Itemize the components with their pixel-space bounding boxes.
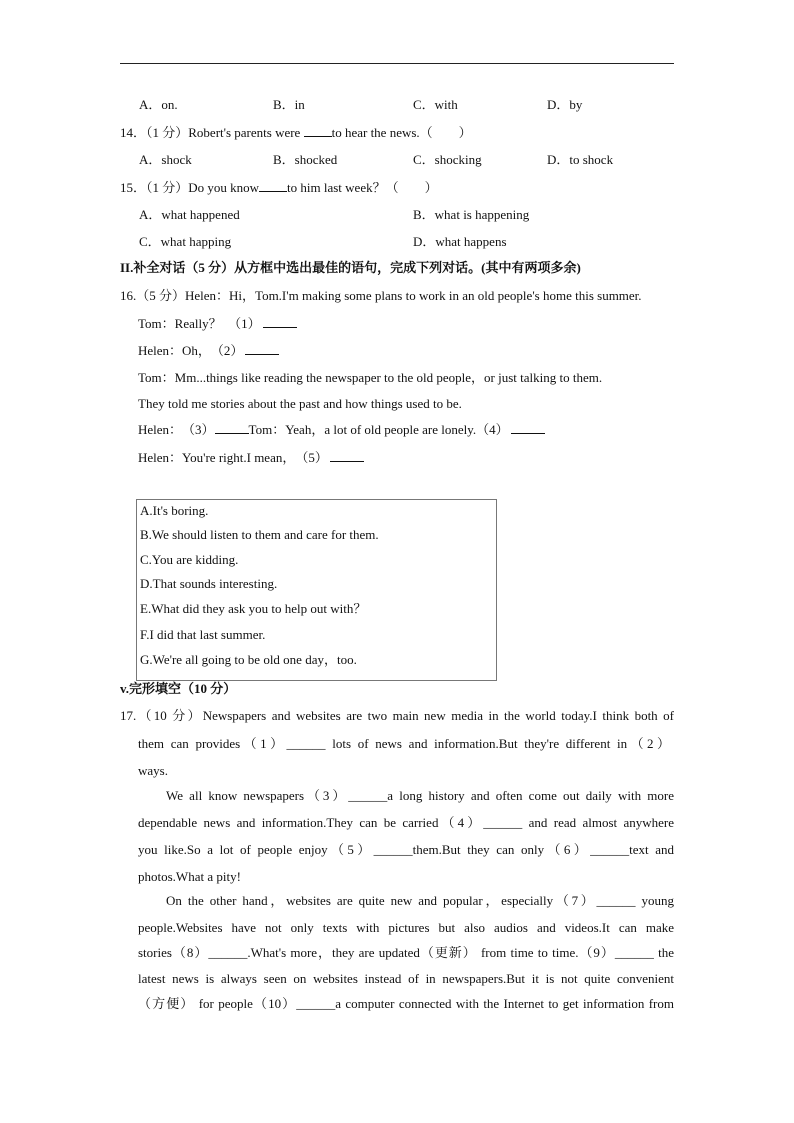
q14-stem-part2: to hear the news.（ ）	[331, 125, 472, 140]
q15-stem	[120, 179, 438, 196]
q17-line-5: dependable news and information.They can be carried（4）______ and read almost anywhere	[138, 815, 674, 830]
q15-blank	[259, 179, 287, 192]
q17-line-6: you like.So a lot of people enjoy（5）______them.But they can only（6）______text and	[138, 842, 674, 857]
box-option-a: A.It's boring.	[140, 503, 209, 518]
q16-line-7	[138, 449, 364, 466]
q17-line-9: people.Websites have not only texts with pictures but also audios and videos.It can make	[138, 920, 674, 935]
q17-line-10: stories（8）______.What's more，they are updated（更新） from time to time.（9）______ the	[138, 945, 674, 960]
q15-option-a: A．what happened	[139, 207, 240, 222]
q16-line-3-text: Helen：Oh， （2）	[138, 343, 244, 358]
q17-line-3: ways.	[138, 763, 168, 778]
q17-line-1: 17.（10 分）Newspapers and websites are two main new media in the world today.I think both of	[120, 708, 674, 723]
q14-option-d: D．to shock	[547, 152, 614, 167]
q14-option-a: A．shock	[139, 152, 192, 167]
q17-line-7: photos.What a pity!	[138, 869, 241, 884]
q16-line-6	[138, 421, 545, 438]
section-5-title: v.完形填空（10 分）	[120, 681, 237, 696]
q14-stem	[120, 124, 472, 141]
q16-blank-1	[263, 315, 297, 328]
q16-line-5: They told me stories about the past and how things used to be.	[138, 396, 462, 411]
box-option-b: B.We should listen to them and care for them.	[140, 527, 379, 542]
q16-blank-4	[511, 421, 545, 434]
q15-stem-part2: to him last week？（ ）	[287, 180, 438, 195]
q16-blank-5	[330, 449, 364, 462]
section-2-title: II.补全对话（5 分）从方框中选出最佳的语句，完成下列对话。(其中有两项多余)	[120, 260, 581, 275]
q16-line-6a: Helen： （3）	[138, 422, 215, 437]
q13-option-a: A．on.	[139, 97, 178, 112]
q17-line-2: them can provides（1）______ lots of news and information.But they're different in（2）	[138, 736, 670, 751]
box-option-f: F.I did that last summer.	[140, 627, 266, 642]
q14-option-c: C．shocking	[413, 152, 482, 167]
q16-blank-2	[245, 342, 279, 355]
q14-stem-part1: 14．（1 分）Robert's parents were	[120, 125, 304, 140]
q16-blank-3	[215, 421, 249, 434]
q16-line-2	[138, 315, 297, 332]
q17-line-12: （方便） for people（10）______a computer connected with the Internet to get information from	[138, 996, 674, 1011]
q16-line-1: 16.（5 分）Helen：Hi，Tom.I'm making some plans to work in an old people's home this summer.	[120, 288, 642, 303]
box-option-g: G.We're all going to be old one day，too.	[140, 652, 357, 667]
q14-blank	[304, 124, 332, 137]
q15-option-b: B．what is happening	[413, 207, 530, 222]
q16-line-2-text: Tom：Really？ （1）	[138, 316, 261, 331]
q13-option-c: C．with	[413, 97, 458, 112]
q17-line-11: latest news is always seen on websites instead of in newspapers.But it is not quite convenient	[138, 971, 674, 986]
q13-option-d: D．by	[547, 97, 583, 112]
q15-option-d: D．what happens	[413, 234, 507, 249]
q15-option-c: C．what happing	[139, 234, 232, 249]
q16-line-4: Tom：Mm...things like reading the newspaper to the old people，or just talking to them.	[138, 370, 603, 385]
q15-stem-part1: 15．（1 分）Do you know	[120, 180, 260, 195]
header-rule	[120, 63, 674, 64]
box-option-d: D.That sounds interesting.	[140, 576, 278, 591]
q17-line-4: We all know newspapers（3）______a long history and often come out daily with more	[166, 788, 674, 803]
q16-line-6b: Tom：Yeah，a lot of old people are lonely.（4）	[248, 422, 509, 437]
options-box	[136, 499, 497, 681]
q14-option-b: B．shocked	[273, 152, 338, 167]
q17-line-8: On the other hand，websites are quite new and popular，especially（7）______ young	[166, 893, 674, 908]
q16-line-7-text: Helen：You're right.I mean， （5）	[138, 450, 328, 465]
q16-line-3	[138, 342, 279, 359]
box-option-c: C.You are kidding.	[140, 552, 239, 567]
q13-option-b: B．in	[273, 97, 305, 112]
box-option-e: E.What did they ask you to help out with？	[140, 601, 367, 616]
